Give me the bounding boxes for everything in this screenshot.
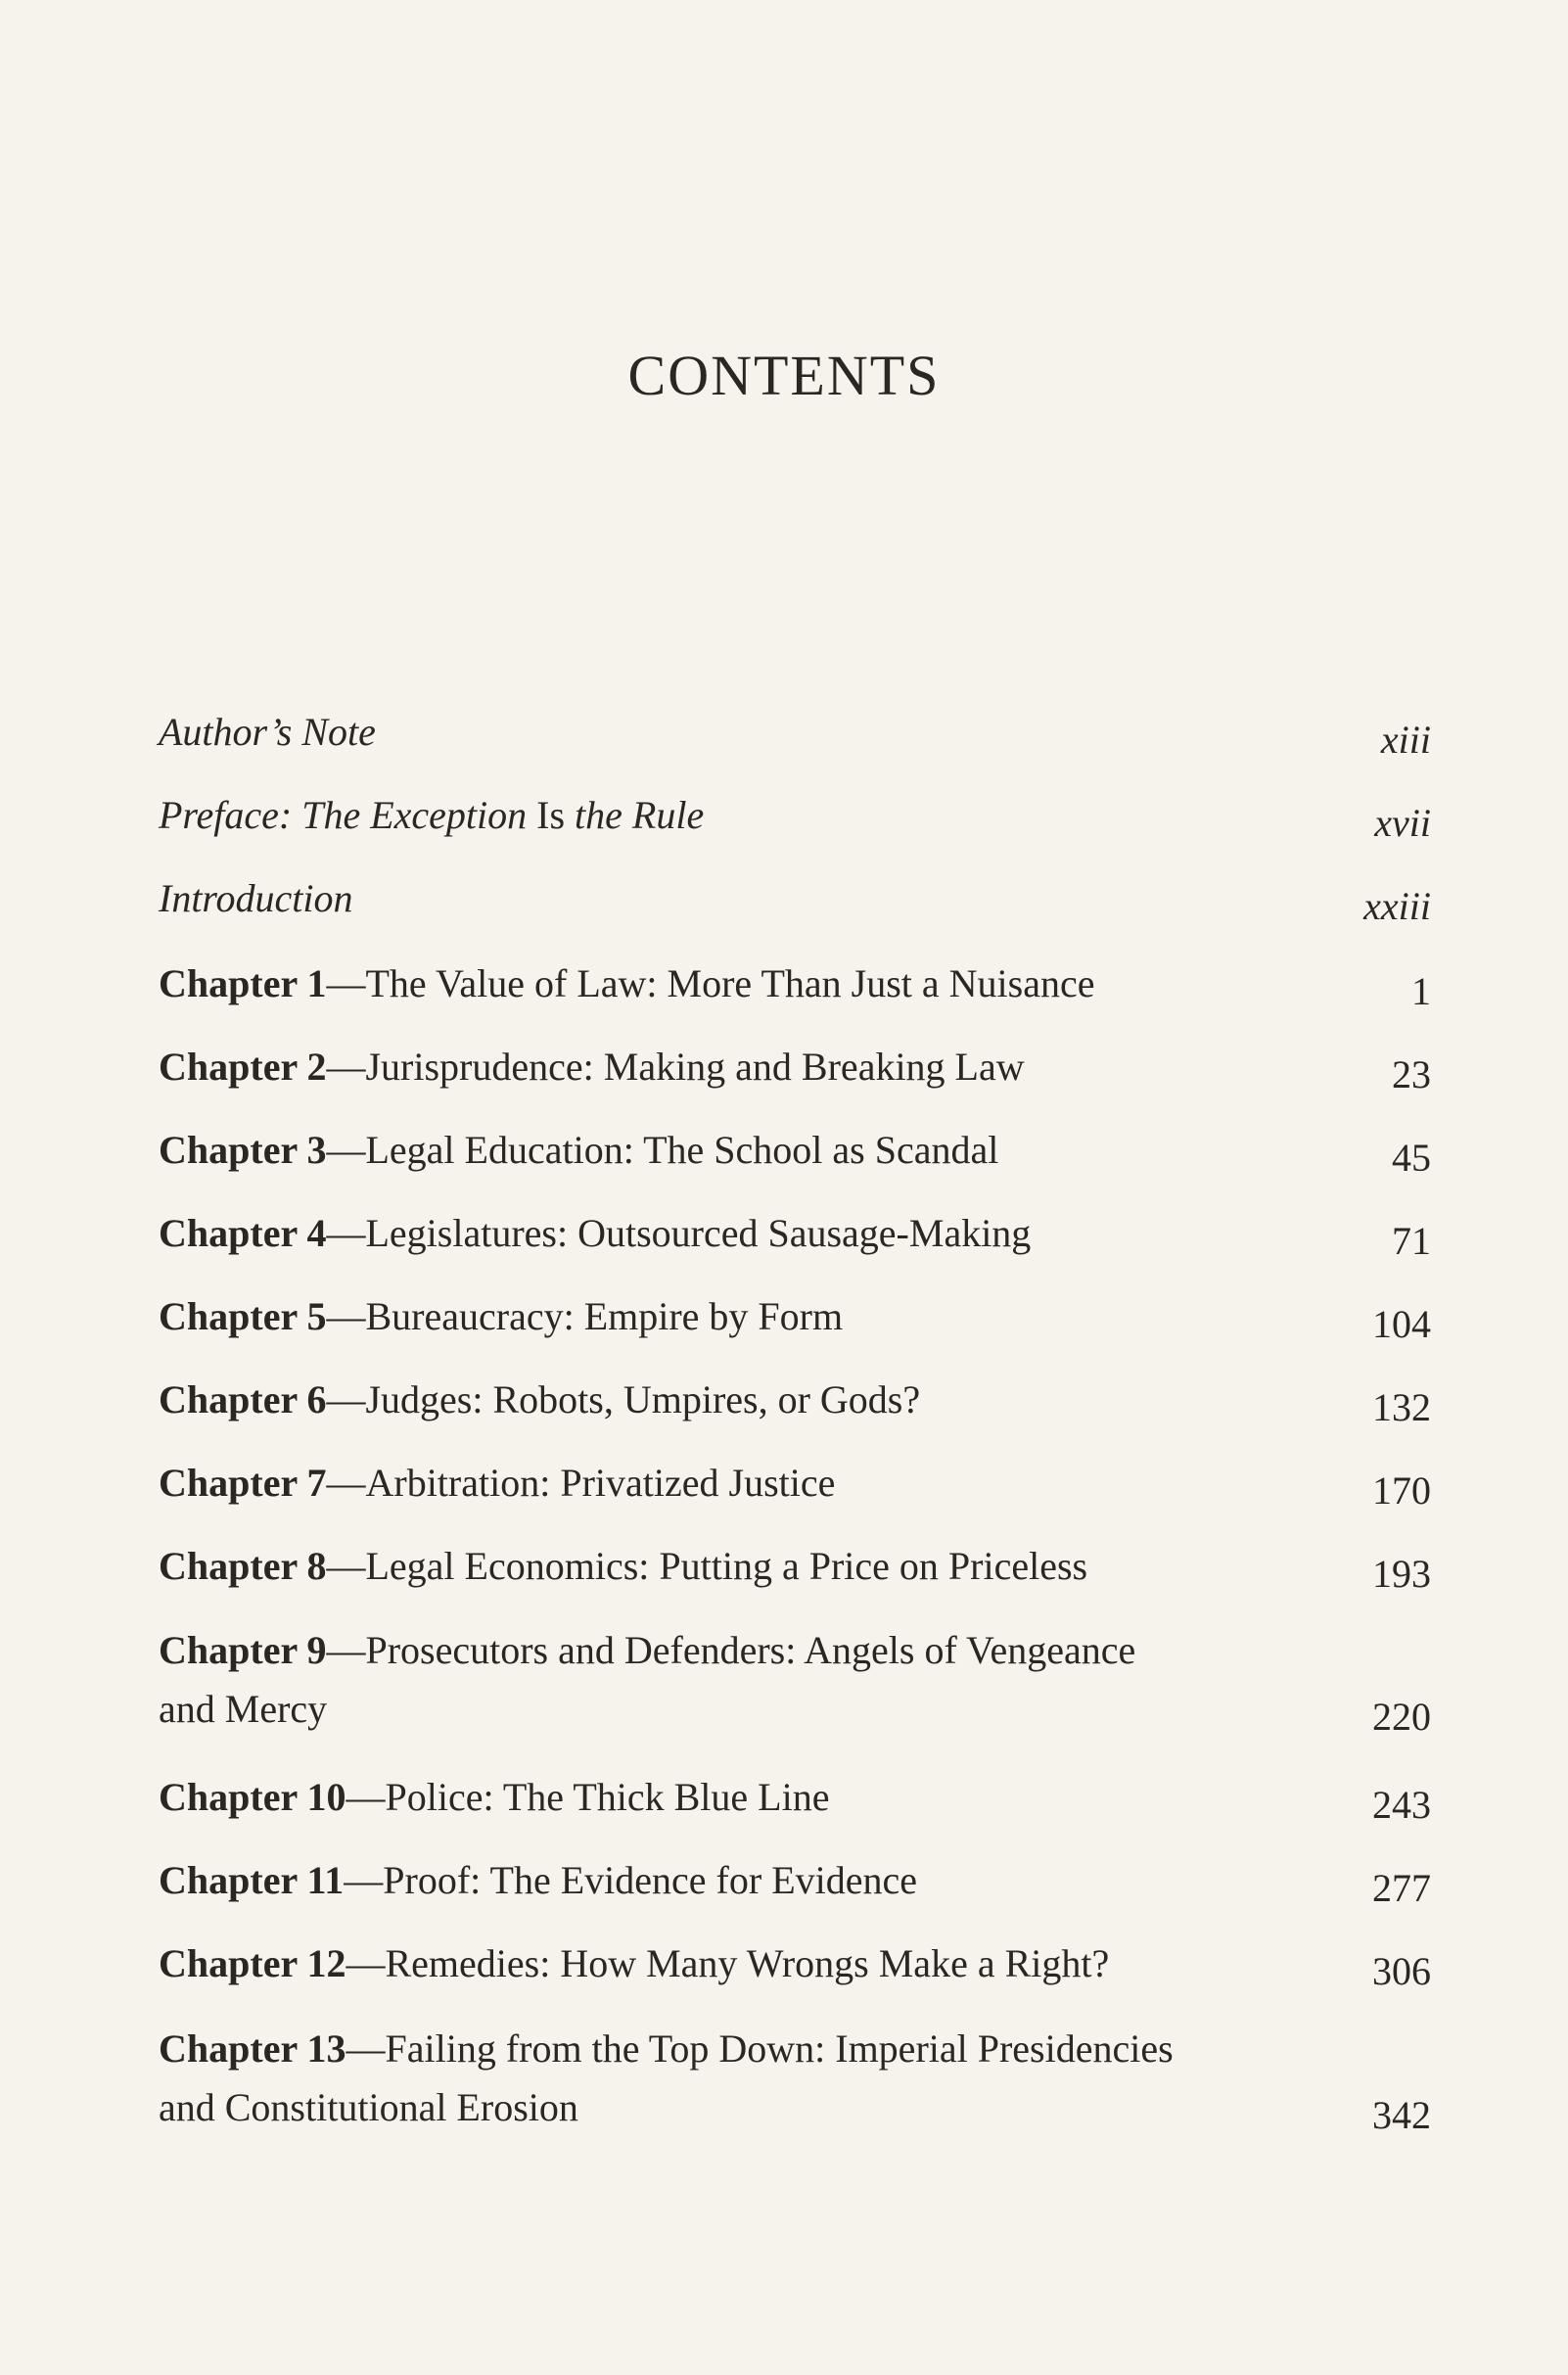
- toc-entry-page: 71: [1392, 1219, 1431, 1263]
- chapter-number: Chapter 3: [159, 1128, 327, 1172]
- toc-entry-label: [159, 786, 1265, 845]
- chapter-number: Chapter 6: [159, 1377, 327, 1421]
- toc-entry-page: 306: [1372, 1949, 1431, 1993]
- chapter-title-line2: and Constitutional Erosion: [159, 2085, 578, 2129]
- toc-entry-label-part: Preface: The Exception: [159, 793, 537, 837]
- page-title: CONTENTS: [627, 344, 941, 407]
- chapter-title: —Legal Economics: Putting a Price on Priceless: [326, 1544, 1088, 1588]
- chapter-number: Chapter 4: [159, 1211, 327, 1255]
- toc-entry-label: Introduction: [159, 876, 353, 920]
- toc-entry-page: xiii: [1380, 718, 1431, 762]
- toc-entry-page: 220: [1372, 1695, 1431, 1739]
- toc-entry-page: 104: [1372, 1302, 1431, 1346]
- chapter-number: Chapter 1: [159, 961, 327, 1005]
- toc-entry-label-upright: Is: [536, 793, 566, 837]
- chapter-title: —Police: The Thick Blue Line: [346, 1775, 830, 1819]
- chapter-title-line2: and Mercy: [159, 1687, 328, 1731]
- chapter-title: —Bureaucracy: Empire by Form: [326, 1294, 844, 1338]
- toc-entry-page: 193: [1372, 1552, 1431, 1596]
- chapter-number: Chapter 12: [159, 1941, 346, 1985]
- chapter-number: Chapter 2: [159, 1045, 327, 1089]
- chapter-title: —Arbitration: Privatized Justice: [326, 1461, 836, 1505]
- chapter-number: Chapter 5: [159, 1294, 327, 1338]
- chapter-number: Chapter 9: [159, 1628, 327, 1672]
- chapter-number: Chapter 8: [159, 1544, 327, 1588]
- chapter-title: —Proof: The Evidence for Evidence: [344, 1858, 918, 1902]
- chapter-number: Chapter 13: [159, 2026, 346, 2071]
- chapter-number: Chapter 11: [159, 1858, 345, 1902]
- toc-entry-page: 243: [1372, 1783, 1431, 1827]
- chapter-title: —Legislatures: Outsourced Sausage-Making: [326, 1211, 1032, 1255]
- chapter-title: —Remedies: How Many Wrongs Make a Right?: [346, 1941, 1110, 1985]
- chapter-title: —Prosecutors and Defenders: Angels of Vengeance: [326, 1628, 1136, 1672]
- toc-entry-page: 45: [1392, 1136, 1431, 1180]
- toc-entry-page: xvii: [1374, 801, 1431, 845]
- toc-entry-page: 132: [1372, 1385, 1431, 1429]
- toc-entry-label: Author’s Note: [159, 710, 376, 754]
- toc-entry-page: 23: [1392, 1052, 1431, 1096]
- toc-entry-page: 1: [1411, 969, 1431, 1013]
- chapter-number: Chapter 10: [159, 1775, 346, 1819]
- chapter-title: —Jurisprudence: Making and Breaking Law: [326, 1045, 1025, 1089]
- toc-entry-page: 277: [1372, 1866, 1431, 1910]
- chapter-number: Chapter 7: [159, 1461, 327, 1505]
- chapter-title: —Failing from the Top Down: Imperial Presidencies: [346, 2026, 1174, 2071]
- toc-entry-label-part: the Rule: [565, 793, 705, 837]
- toc-entry-page: 170: [1372, 1468, 1431, 1513]
- toc-entry-page: xxiii: [1363, 884, 1431, 928]
- chapter-title: —Judges: Robots, Umpires, or Gods?: [326, 1377, 921, 1421]
- chapter-title: —The Value of Law: More Than Just a Nuisance: [326, 961, 1095, 1005]
- chapter-title: —Legal Education: The School as Scandal: [326, 1128, 999, 1172]
- toc-entry-page: 342: [1372, 2093, 1431, 2137]
